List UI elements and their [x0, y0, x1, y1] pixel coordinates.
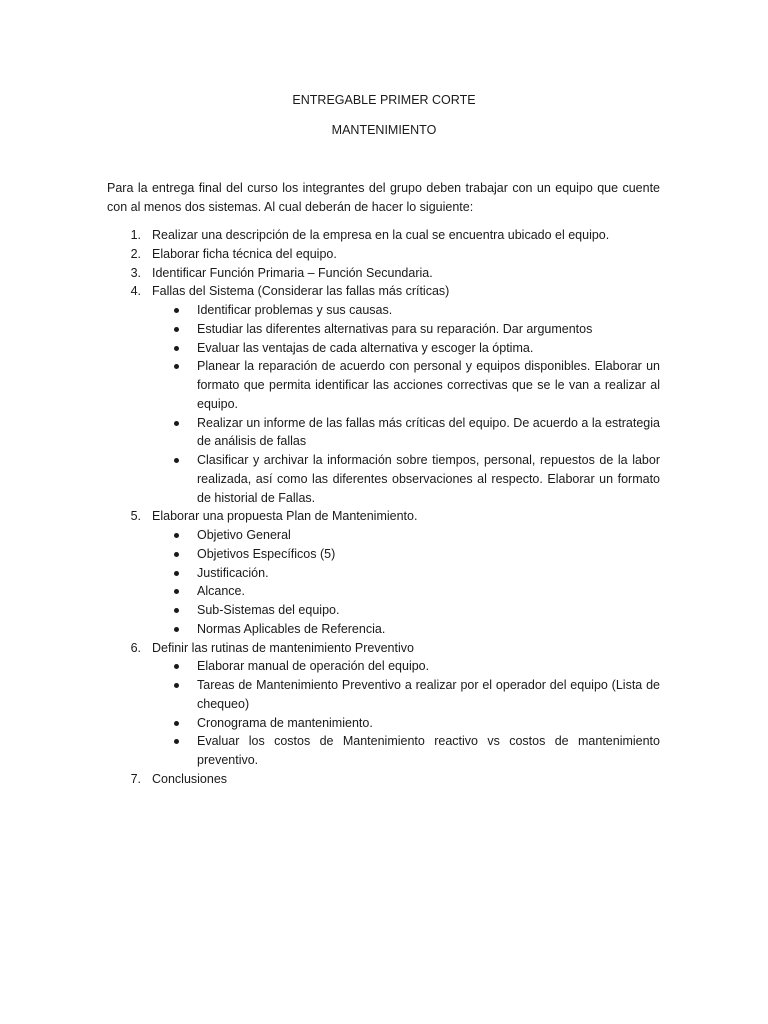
bullet-icon [174, 627, 179, 632]
bullet-item [152, 601, 660, 620]
document-subtitle: MANTENIMIENTO [331, 123, 437, 137]
bullet-icon [174, 683, 179, 688]
requirements-list [107, 226, 660, 789]
bullet-item-text: Planear la reparación de acuerdo con personal y equipos disponibles. Elaborar un formato que permita identificar las acciones correctivas que se le van a realizar al equipo. [197, 359, 660, 411]
bullet-item-text: Estudiar las diferentes alternativas para su reparación. Dar argumentos [197, 321, 593, 336]
bullet-item [152, 714, 660, 733]
list-item [107, 770, 660, 789]
bullet-item [152, 414, 660, 452]
bullet-item-text: Evaluar las ventajas de cada alternativa y escoger la óptima. [197, 340, 534, 355]
bullet-item [152, 339, 660, 358]
bullet-item [152, 676, 660, 714]
list-item-text: Elaborar una propuesta Plan de Mantenimiento. [152, 509, 418, 524]
bullet-item-text: Normas Aplicables de Referencia. [197, 621, 386, 636]
bullet-item [152, 657, 660, 676]
list-item-text: Realizar una descripción de la empresa en la cual se encuentra ubicado el equipo. [152, 228, 610, 242]
list-item-number: 5. [130, 509, 141, 524]
bullet-item-text: Identificar problemas y sus causas. [197, 303, 393, 317]
bullet-item-text: Justificación. [197, 565, 269, 580]
bullet-icon [174, 589, 179, 594]
list-item-number: 6. [130, 640, 141, 655]
bullet-list [152, 526, 660, 639]
list-item-text: Identificar Función Primaria – Función Secundaria. [152, 265, 433, 280]
bullet-list [152, 657, 660, 770]
bullet-icon [174, 533, 179, 538]
bullet-icon [174, 664, 179, 669]
bullet-icon [174, 739, 179, 744]
bullet-icon [174, 458, 179, 463]
bullet-icon [174, 608, 179, 613]
bullet-icon [174, 571, 179, 576]
list-item [107, 282, 660, 507]
list-item [107, 507, 660, 638]
bullet-list [152, 301, 660, 507]
list-item-text: Fallas del Sistema (Considerar las fallas más críticas) [152, 284, 450, 299]
list-item-number: 4. [130, 284, 141, 299]
bullet-icon [174, 346, 179, 351]
bullet-item-text: Sub-Sistemas del equipo. [197, 603, 340, 617]
bullet-icon [174, 421, 179, 426]
bullet-item [152, 620, 660, 639]
bullet-item-text: Evaluar los costos de Mantenimiento reactivo vs costos de mantenimiento preventivo. [197, 734, 660, 767]
list-item-text: Definir las rutinas de mantenimiento Preventivo [152, 640, 414, 655]
bullet-item [152, 545, 660, 564]
bullet-item [152, 526, 660, 545]
bullet-item-text: Cronograma de mantenimiento. [197, 715, 373, 730]
bullet-item [152, 451, 660, 507]
bullet-item-text: Objetivos Específicos (5) [197, 546, 336, 561]
bullet-icon [174, 721, 179, 726]
bullet-item-text: Clasificar y archivar la información sobre tiempos, personal, repuestos de la labor realizada, así como las diferentes observaciones al respecto. Elaborar un formato de historial de Fallas. [197, 453, 660, 505]
bullet-item-text: Objetivo General [197, 528, 291, 542]
list-item-number: 1. [130, 228, 141, 242]
bullet-item [152, 357, 660, 413]
list-item [107, 245, 660, 264]
list-item [107, 264, 660, 283]
bullet-item [152, 582, 660, 601]
bullet-item-text: Tareas de Mantenimiento Preventivo a realizar por el operador del equipo (Lista de chequeo) [197, 678, 660, 711]
list-item [107, 639, 660, 770]
bullet-item-text: Elaborar manual de operación del equipo. [197, 659, 430, 674]
list-item-number: 7. [130, 771, 141, 786]
bullet-icon [174, 552, 179, 557]
list-item [107, 226, 660, 245]
list-item-number: 2. [130, 246, 141, 261]
bullet-icon [174, 327, 179, 332]
intro-paragraph: Para la entrega final del curso los integrantes del grupo deben trabajar con un equipo que cuente con al menos dos sistemas. Al cual deberán de hacer lo siguiente: [107, 181, 660, 214]
list-item-text: Elaborar ficha técnica del equipo. [152, 246, 337, 261]
bullet-item-text: Realizar un informe de las fallas más críticas del equipo. De acuerdo a la estrategia de análisis de fallas [197, 415, 660, 449]
bullet-item [152, 732, 660, 770]
bullet-icon [174, 308, 179, 313]
list-item-text: Conclusiones [152, 771, 228, 786]
document-title: ENTREGABLE PRIMER CORTE [292, 93, 476, 107]
bullet-item [152, 320, 660, 339]
bullet-item [152, 301, 660, 320]
bullet-item [152, 564, 660, 583]
bullet-item-text: Alcance. [197, 584, 245, 599]
bullet-icon [174, 364, 179, 369]
list-item-number: 3. [130, 265, 141, 280]
